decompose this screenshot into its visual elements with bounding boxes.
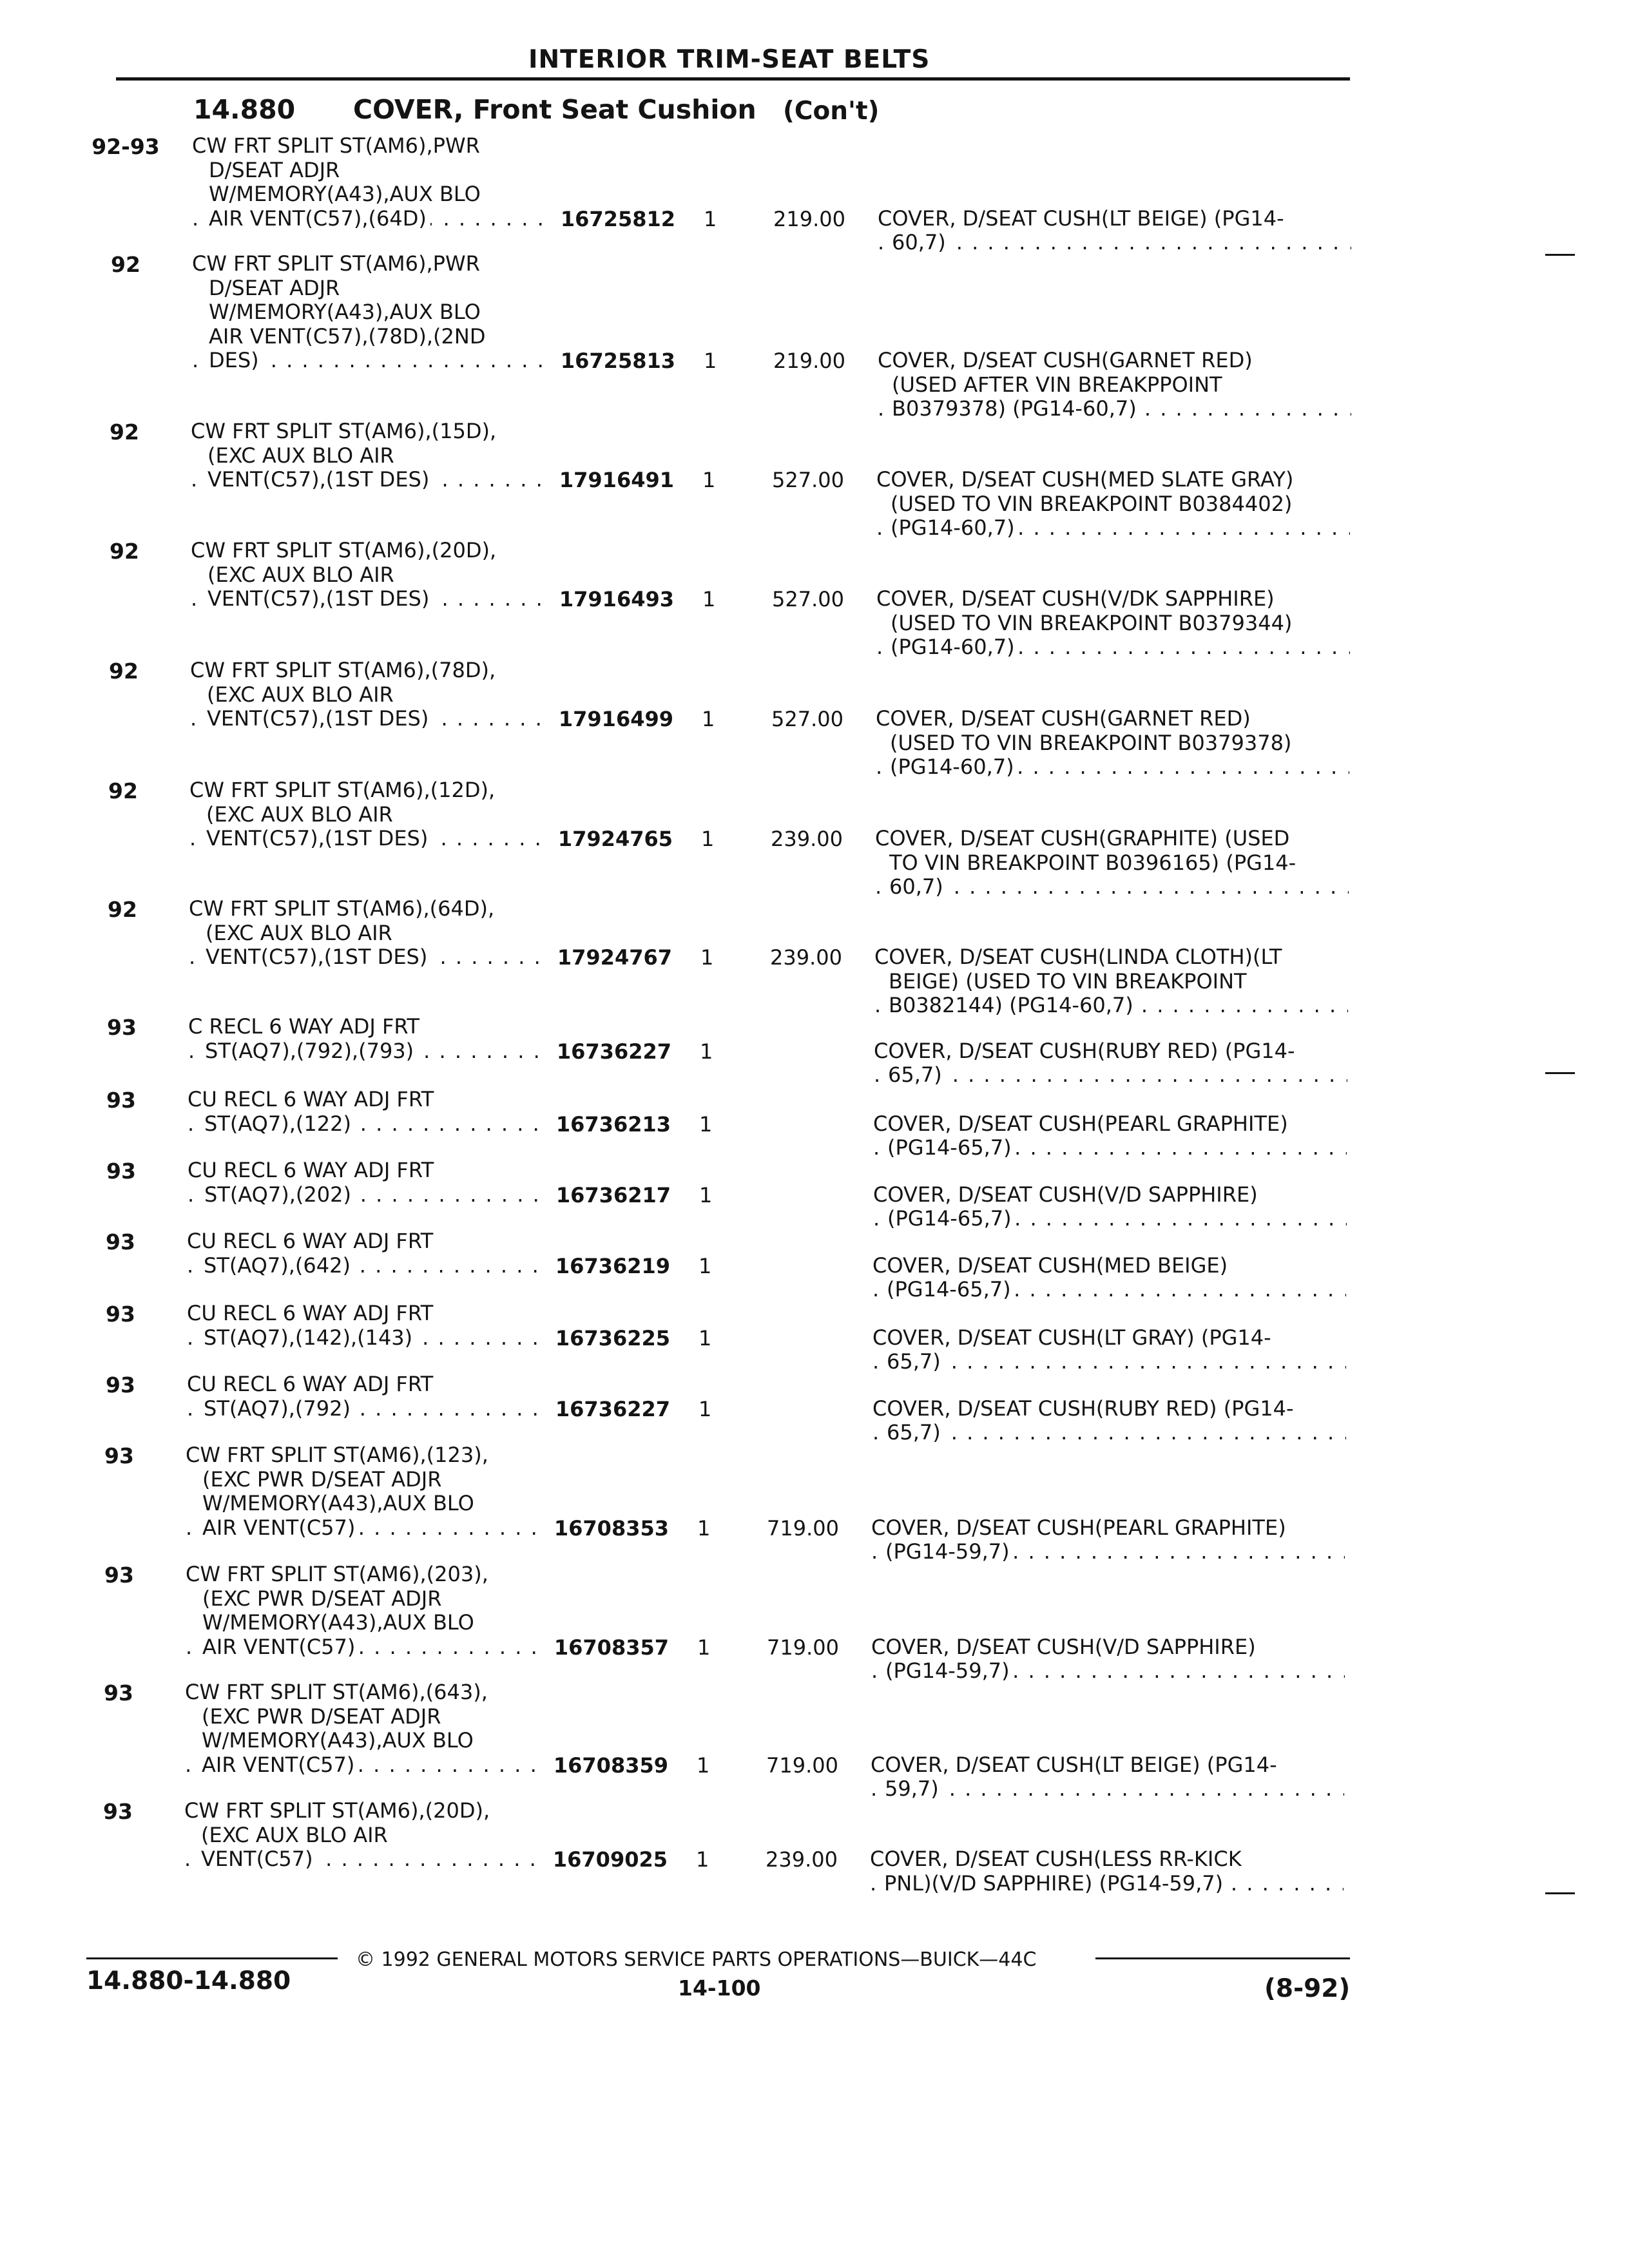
remark-line: COVER, D/SEAT CUSH(LESS RR-KICK: [870, 1847, 1242, 1871]
remark-line: (PG14-65,7) . . .: [872, 1278, 1346, 1302]
quantity: 1: [700, 1039, 713, 1064]
part-number: 17924767: [557, 945, 672, 970]
model-year: 93: [104, 1443, 134, 1468]
description-line: CW FRT SPLIT ST(AM6),(15D),: [191, 419, 497, 443]
model-year: 93: [104, 1562, 134, 1588]
quantity: 1: [700, 945, 714, 970]
description-line: ST(AQ7),(122) . . .: [188, 1112, 548, 1137]
description-line: W/MEMORY(A43),AUX BLO: [202, 1610, 474, 1635]
remark-line: COVER, D/SEAT CUSH(LT BEIGE) (PG14-: [878, 206, 1284, 231]
part-number: 16736219: [555, 1253, 670, 1278]
part-remark: [876, 587, 1350, 660]
description-line: CW FRT SPLIT ST(AM6),(64D),: [189, 896, 495, 921]
part-number: 16708353: [554, 1515, 669, 1541]
remark-line: 65,7) . . .: [872, 1421, 1346, 1445]
part-entry: [0, 1158, 1629, 1231]
part-description: [184, 1799, 545, 1872]
part-remark: [872, 1326, 1346, 1374]
remark-line: COVER, D/SEAT CUSH(RUBY RED) (PG14-: [872, 1396, 1294, 1421]
description-line: AIR VENT(C57) . . .: [186, 1635, 546, 1660]
part-description: [187, 1229, 548, 1278]
remark-line: COVER, D/SEAT CUSH(GRAPHITE) (USED: [875, 826, 1290, 850]
description-line: (EXC PWR D/SEAT ADJR: [202, 1704, 441, 1729]
description-line: W/MEMORY(A43),AUX BLO: [209, 182, 481, 206]
footer-page-number: 14-100: [678, 1975, 761, 2001]
remark-line: (USED TO VIN BREAKPOINT B0379378): [890, 730, 1292, 755]
remark-line: COVER, D/SEAT CUSH(LINDA CLOTH)(LT: [874, 945, 1282, 969]
model-year: 92: [111, 252, 140, 277]
description-line: (EXC AUX BLO AIR: [201, 1822, 388, 1847]
part-number: 16736227: [556, 1039, 671, 1064]
part-remark: [873, 1183, 1347, 1231]
part-entry: [0, 1562, 1629, 1683]
model-year: 92: [108, 897, 137, 922]
description-line: VENT(C57),(1ST DES) . . .: [190, 707, 551, 731]
part-description: [192, 252, 553, 373]
part-remark: [871, 1753, 1344, 1802]
part-entry: [0, 251, 1629, 421]
description-line: (EXC AUX BLO AIR: [207, 562, 394, 587]
part-description: [189, 778, 550, 851]
description-line: AIR VENT(C57) . . .: [185, 1753, 546, 1778]
part-entry: [0, 133, 1629, 255]
description-line: VENT(C57),(1ST DES) . . .: [189, 827, 550, 851]
description-line: VENT(C57),(1ST DES) . . .: [191, 587, 552, 611]
part-description: [188, 1088, 548, 1136]
description-line: ST(AQ7),(202) . . .: [188, 1183, 548, 1207]
part-number: 16709025: [552, 1847, 668, 1872]
remark-line: COVER, D/SEAT CUSH(LT BEIGE) (PG14-: [871, 1752, 1277, 1777]
part-description: [189, 897, 550, 970]
part-description: [186, 1562, 546, 1659]
description-line: AIR VENT(C57) . . .: [186, 1516, 546, 1541]
remark-line: TO VIN BREAKPOINT B0396165) (PG14-: [889, 850, 1296, 875]
remark-line: COVER, D/SEAT CUSH(PEARL GRAPHITE): [871, 1515, 1286, 1540]
quantity: 1: [701, 827, 715, 851]
part-description: [186, 1443, 546, 1540]
part-number: 17924765: [557, 827, 673, 851]
description-line: CW FRT SPLIT ST(AM6),PWR: [192, 133, 480, 158]
part-remark: [874, 945, 1348, 1018]
description-line: ST(AQ7),(142),(143) . . .: [187, 1326, 548, 1350]
remark-line: COVER, D/SEAT CUSH(V/D SAPPHIRE): [873, 1182, 1258, 1207]
description-line: ST(AQ7),(792),(793) . . .: [188, 1039, 549, 1064]
remark-line: PNL)(V/D SAPPHIRE) (PG14-59,7) . . .: [870, 1872, 1344, 1896]
description-line: CU RECL 6 WAY ADJ FRT: [187, 1372, 434, 1396]
remark-line: 59,7) . . .: [871, 1777, 1344, 1802]
description-line: (EXC AUX BLO AIR: [207, 443, 394, 468]
description-line: CW FRT SPLIT ST(AM6),(78D),: [190, 658, 496, 682]
price: 239.00: [771, 827, 843, 851]
description-line: CU RECL 6 WAY ADJ FRT: [187, 1301, 434, 1325]
remark-line: COVER, D/SEAT CUSH(LT GRAY) (PG14-: [872, 1325, 1271, 1350]
part-number: 16736217: [555, 1182, 671, 1207]
remark-line: COVER, D/SEAT CUSH(GARNET RED): [878, 348, 1253, 372]
description-line: W/MEMORY(A43),AUX BLO: [202, 1728, 474, 1753]
page-header-title: INTERIOR TRIM-SEAT BELTS: [528, 45, 930, 74]
remark-line: (PG14-65,7) . . .: [873, 1136, 1347, 1160]
part-remark: [878, 349, 1351, 421]
description-line: CW FRT SPLIT ST(AM6),(123),: [186, 1443, 488, 1467]
part-number: 16708357: [554, 1635, 669, 1660]
remark-line: B0379378) (PG14-60,7) . . .: [878, 397, 1351, 421]
description-line: CU RECL 6 WAY ADJ FRT: [187, 1229, 434, 1253]
description-line: (EXC PWR D/SEAT ADJR: [202, 1586, 442, 1611]
remark-line: (PG14-59,7) . . .: [871, 1540, 1345, 1564]
model-year: 93: [106, 1372, 135, 1398]
description-line: CU RECL 6 WAY ADJ FRT: [188, 1087, 434, 1111]
part-remark: [870, 1847, 1344, 1896]
part-remark: [871, 1635, 1345, 1684]
quantity: 1: [697, 1753, 710, 1778]
part-description: [188, 1015, 549, 1063]
part-description: [187, 1302, 548, 1350]
part-entry: [0, 419, 1629, 540]
description-line: CW FRT SPLIT ST(AM6),(12D),: [189, 778, 496, 802]
remark-line: COVER, D/SEAT CUSH(V/DK SAPPHIRE): [876, 586, 1275, 611]
remark-line: COVER, D/SEAT CUSH(GARNET RED): [876, 706, 1251, 731]
part-number: 16736227: [555, 1396, 670, 1421]
remark-line: (PG14-59,7) . . .: [871, 1659, 1345, 1684]
part-number: 16725812: [560, 206, 675, 231]
quantity: 1: [699, 1253, 712, 1278]
part-entry: [0, 1229, 1629, 1302]
description-line: VENT(C57),(1ST DES) . . .: [189, 945, 550, 970]
remark-line: (PG14-65,7) . . .: [873, 1207, 1347, 1231]
part-number: 16725813: [560, 349, 675, 373]
footer-rule-right: [1095, 1957, 1350, 1959]
part-number: 16736213: [555, 1111, 671, 1137]
quantity: 1: [697, 1515, 711, 1541]
part-remark: [876, 707, 1349, 780]
part-entry: [0, 896, 1629, 1017]
model-year: 92: [110, 419, 139, 445]
model-year: 93: [106, 1088, 136, 1113]
price: 219.00: [773, 206, 845, 231]
description-line: D/SEAT ADJR: [209, 275, 340, 300]
footer-rule-left: [86, 1957, 338, 1959]
description-line: CW FRT SPLIT ST(AM6),(643),: [185, 1680, 488, 1704]
part-entry: [0, 1798, 1629, 1896]
description-line: CU RECL 6 WAY ADJ FRT: [188, 1158, 434, 1182]
description-line: VENT(C57) . . .: [184, 1847, 545, 1872]
part-number: 16708359: [553, 1753, 668, 1778]
description-line: CW FRT SPLIT ST(AM6),PWR: [192, 251, 480, 276]
description-line: (EXC AUX BLO AIR: [206, 802, 393, 827]
description-line: ST(AQ7),(792) . . .: [187, 1397, 548, 1421]
quantity: 1: [704, 206, 717, 231]
quantity: 1: [699, 1396, 712, 1421]
remark-line: COVER, D/SEAT CUSH(MED BEIGE): [872, 1253, 1228, 1278]
part-entry: [0, 658, 1629, 779]
part-description: [192, 134, 553, 231]
remark-line: COVER, D/SEAT CUSH(RUBY RED) (PG14-: [874, 1038, 1295, 1063]
model-year: 92: [108, 778, 138, 803]
model-year: 92: [110, 539, 139, 564]
remark-line: (USED TO VIN BREAKPOINT B0384402): [891, 491, 1293, 516]
description-line: CW FRT SPLIT ST(AM6),(20D),: [184, 1798, 490, 1823]
part-remark: [872, 1397, 1346, 1445]
remark-line: (USED AFTER VIN BREAKPPOINT: [892, 372, 1222, 397]
part-description: [188, 1158, 548, 1207]
part-description: [190, 658, 551, 731]
description-line: (EXC AUX BLO AIR: [207, 682, 394, 707]
price: 719.00: [766, 1753, 838, 1778]
part-number: 17916493: [559, 587, 674, 611]
part-remark: [873, 1112, 1347, 1160]
part-description: [185, 1680, 546, 1777]
price: 239.00: [766, 1847, 838, 1872]
section-name: COVER, Front Seat Cushion: [353, 94, 757, 125]
description-line: AIR VENT(C57),(78D),(2ND: [209, 323, 486, 349]
model-year: 92: [109, 658, 139, 684]
part-number: 16736225: [555, 1325, 670, 1350]
description-line: (EXC PWR D/SEAT ADJR: [202, 1466, 442, 1492]
part-entry: [0, 1680, 1629, 1801]
description-line: (EXC AUX BLO AIR: [206, 920, 392, 945]
part-description: [187, 1372, 548, 1421]
remark-line: COVER, D/SEAT CUSH(PEARL GRAPHITE): [873, 1111, 1288, 1136]
remark-line: COVER, D/SEAT CUSH(MED SLATE GRAY): [876, 467, 1294, 492]
part-entry: [0, 778, 1629, 899]
description-line: CW FRT SPLIT ST(AM6),(203),: [186, 1562, 488, 1586]
price: 527.00: [772, 587, 844, 611]
model-year: 93: [103, 1799, 133, 1824]
description-line: VENT(C57),(1ST DES) . . .: [191, 468, 552, 492]
quantity: 1: [697, 1635, 711, 1660]
part-entry: [0, 1443, 1629, 1564]
price: 719.00: [767, 1515, 839, 1541]
footer-copyright: © 1992 GENERAL MOTORS SERVICE PARTS OPERATIONS—BUICK—44C: [348, 1948, 1044, 1971]
quantity: 1: [699, 1325, 712, 1350]
model-year: 93: [107, 1015, 137, 1040]
remark-line: 60,7) . . .: [875, 875, 1349, 899]
part-description: [191, 419, 552, 492]
part-remark: [878, 207, 1351, 255]
remark-line: 60,7) . . .: [878, 231, 1351, 255]
model-year: 93: [106, 1229, 135, 1254]
remark-line: COVER, D/SEAT CUSH(V/D SAPPHIRE): [871, 1634, 1256, 1659]
description-line: CW FRT SPLIT ST(AM6),(20D),: [191, 538, 497, 562]
description-line: W/MEMORY(A43),AUX BLO: [209, 300, 481, 324]
part-remark: [871, 1516, 1345, 1564]
price: 527.00: [772, 468, 844, 492]
remark-line: (USED TO VIN BREAKPOINT B0379344): [891, 610, 1293, 635]
quantity: 1: [704, 349, 717, 373]
remark-line: (PG14-60,7) . . .: [876, 516, 1350, 541]
section-number: 14.880: [193, 94, 296, 125]
quantity: 1: [702, 587, 716, 611]
remark-line: (PG14-60,7) . . .: [876, 635, 1350, 660]
remark-line: BEIGE) (USED TO VIN BREAKPOINT: [889, 968, 1247, 994]
remark-line: B0382144) (PG14-60,7) . . .: [874, 994, 1348, 1018]
remark-line: (PG14-60,7) . . .: [876, 755, 1349, 780]
quantity: 1: [699, 1182, 713, 1207]
quantity: 1: [702, 707, 715, 731]
part-number: 17916491: [559, 468, 674, 492]
price: 719.00: [767, 1635, 839, 1660]
model-year: 93: [106, 1158, 136, 1184]
footer-section-range: 14.880-14.880: [86, 1966, 291, 1995]
part-remark: [872, 1254, 1346, 1302]
quantity: 1: [699, 1111, 713, 1137]
description-line: AIR VENT(C57),(64D) . . .: [192, 207, 553, 231]
footer-revision-date: (8-92): [1264, 1974, 1351, 2003]
description-line: C RECL 6 WAY ADJ FRT: [188, 1014, 419, 1039]
remark-line: 65,7) . . .: [874, 1063, 1347, 1088]
model-year: 92-93: [92, 134, 160, 159]
part-description: [191, 539, 552, 611]
model-year: 93: [106, 1302, 135, 1327]
margin-mark: [1545, 254, 1575, 256]
description-line: DES) . . .: [192, 349, 553, 373]
description-line: D/SEAT ADJR: [209, 157, 340, 182]
model-year: 93: [104, 1680, 133, 1706]
part-remark: [874, 1039, 1347, 1088]
price: 239.00: [770, 945, 842, 970]
margin-mark: [1545, 1072, 1575, 1074]
section-continued-label: (Con't): [783, 97, 880, 126]
description-line: ST(AQ7),(642) . . .: [187, 1254, 548, 1278]
part-remark: [875, 827, 1349, 899]
part-number: 17916499: [558, 707, 673, 731]
header-rule: [116, 77, 1350, 81]
part-remark: [876, 468, 1350, 541]
price: 527.00: [771, 707, 843, 731]
description-line: W/MEMORY(A43),AUX BLO: [202, 1491, 474, 1515]
margin-mark: [1545, 1892, 1575, 1894]
part-entry: [0, 1372, 1629, 1445]
quantity: 1: [696, 1847, 709, 1872]
price: 219.00: [773, 349, 845, 373]
remark-line: 65,7) . . .: [872, 1350, 1346, 1374]
quantity: 1: [702, 468, 716, 492]
